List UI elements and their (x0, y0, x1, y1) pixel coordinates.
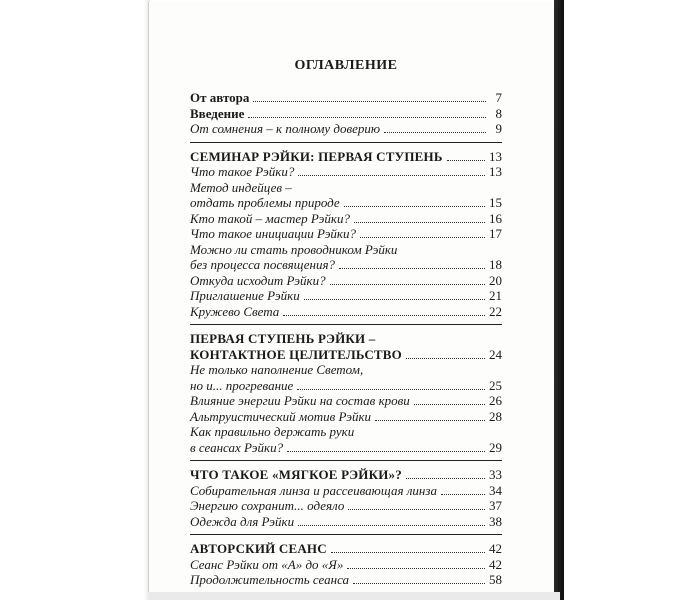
toc-entry-title: Кто такой – мастер Рэйки? (190, 210, 350, 226)
toc-page-number: 33 (489, 467, 502, 482)
toc-page-number: 16 (489, 210, 502, 226)
toc-entry-title: Одежда для Рэйки (190, 513, 295, 529)
dot-leader (354, 222, 485, 223)
section-divider (190, 460, 502, 461)
toc-entry-title: в сеансах Рэйки? (190, 439, 284, 455)
toc-entry-title: Сеанс Рэйки от «А» до «Я» (190, 556, 344, 572)
dot-leader (447, 160, 485, 161)
toc-entry (190, 514, 502, 530)
toc-entry-title: Продолжительность сеанса (190, 572, 350, 587)
toc-entry (190, 362, 502, 378)
book-spine-edge (554, 0, 564, 600)
dot-leader (248, 117, 486, 118)
toc-entry (190, 211, 502, 227)
dot-leader (344, 206, 485, 207)
dot-leader (287, 451, 485, 452)
toc-entry-title: Энергию сохранит... одеяло (190, 498, 345, 513)
toc-page-number: 58 (489, 572, 502, 587)
dot-leader (441, 494, 485, 495)
toc-entry-title: Метод индейцев – (190, 179, 292, 195)
dot-leader (406, 358, 485, 359)
toc-page-number: 26 (489, 393, 502, 408)
toc-entry (190, 347, 502, 363)
toc-entry (190, 164, 502, 180)
toc-entry (190, 180, 502, 196)
toc-section (190, 90, 502, 137)
dot-leader (253, 101, 486, 102)
dot-leader (347, 568, 485, 569)
toc-page-number: 34 (489, 482, 502, 498)
toc-entry-title: От автора (190, 90, 250, 105)
toc-entry-title: Что такое инициации Рэйки? (190, 226, 357, 241)
toc-section (190, 331, 502, 455)
toc-entry-title: Как правильно держать руки (190, 424, 355, 439)
toc-entry-title: Собирательная линза и рассеивающая линза (190, 482, 437, 498)
toc-entry-title: но и... прогревание (190, 377, 294, 393)
table-of-contents (190, 58, 502, 588)
toc-entry-title: Откуда исходит Рэйки? (190, 272, 326, 288)
dot-leader (414, 404, 485, 405)
page-bottom-edge (150, 592, 560, 600)
toc-entry-title: СЕМИНАР РЭЙКИ: ПЕРВАЯ СТУПЕНЬ (190, 148, 443, 164)
toc-entry-title: Кружево Света (190, 303, 280, 319)
toc-page-number: 20 (489, 272, 502, 288)
toc-entry (190, 149, 502, 165)
toc-entry-title: ПЕРВАЯ СТУПЕНЬ РЭЙКИ – (190, 331, 376, 346)
toc-page-number: 29 (489, 439, 502, 455)
toc-entry-title: Не только наполнение Светом, (190, 362, 364, 377)
toc-entry (190, 557, 502, 573)
toc-entry (190, 331, 502, 347)
toc-entry (190, 90, 502, 106)
toc-entry (190, 483, 502, 499)
toc-entry-title: Альтруистический мотив Рэйки (190, 408, 372, 424)
toc-page-number: 18 (489, 257, 502, 272)
dot-leader (348, 509, 485, 510)
section-divider (190, 534, 502, 535)
dot-leader (360, 237, 485, 238)
toc-page-number: 22 (489, 303, 502, 319)
toc-page-number: 28 (489, 408, 502, 424)
toc-entry (190, 541, 502, 557)
dot-leader (304, 299, 485, 300)
toc-entry-title: ЧТО ТАКОЕ «МЯГКОЕ РЭЙКИ»? (190, 467, 402, 482)
dot-leader (330, 284, 485, 285)
toc-section (190, 467, 502, 529)
toc-entry-title: Приглашение Рэйки (190, 288, 300, 303)
dot-leader (384, 132, 486, 133)
toc-page-number: 8 (495, 105, 502, 121)
toc-entry (190, 273, 502, 289)
toc-entry (190, 288, 502, 304)
toc-entry-title: От сомнения – к полному доверию (190, 121, 381, 136)
toc-entry (190, 424, 502, 440)
toc-page-number: 37 (489, 498, 502, 513)
toc-page-number: 24 (489, 346, 502, 362)
toc-entry-title: Введение (190, 105, 245, 121)
toc-page-number: 38 (489, 513, 502, 529)
toc-page-number: 13 (489, 148, 502, 164)
toc-entry (190, 242, 502, 258)
toc-entry (190, 226, 502, 242)
toc-entry-title: Можно ли стать проводником Рэйки (190, 241, 398, 257)
dot-leader (353, 583, 485, 584)
toc-page-number: 9 (495, 121, 502, 136)
toc-entry-title: Влияние энергии Рэйки на состав крови (190, 393, 410, 408)
toc-section (190, 149, 502, 320)
dot-leader (298, 175, 485, 176)
toc-entry (190, 393, 502, 409)
toc-section (190, 541, 502, 588)
toc-page-number: 42 (489, 556, 502, 572)
toc-entry (190, 572, 502, 588)
toc-entry (190, 440, 502, 456)
toc-page-number: 17 (489, 226, 502, 241)
toc-entry (190, 106, 502, 122)
toc-entry (190, 195, 502, 211)
toc-page-number: 13 (489, 164, 502, 179)
toc-entry-title: без процесса посвящения? (190, 257, 336, 272)
toc-entry-title: КОНТАКТНОЕ ЦЕЛИТЕЛЬСТВО (190, 346, 402, 362)
dot-leader (406, 478, 485, 479)
dot-leader (339, 268, 485, 269)
toc-page-number: 42 (489, 541, 502, 556)
toc-entry (190, 121, 502, 137)
dot-leader (297, 389, 485, 390)
section-divider (190, 324, 502, 325)
toc-entry-title: отдать проблемы природе (190, 195, 340, 210)
toc-entry-title: Что такое Рэйки? (190, 164, 295, 179)
toc-body (190, 90, 502, 588)
toc-page-number: 25 (489, 377, 502, 393)
toc-page-number: 7 (495, 90, 502, 105)
toc-page-number: 21 (489, 288, 502, 303)
toc-entry (190, 378, 502, 394)
toc-entry (190, 257, 502, 273)
dot-leader (283, 315, 485, 316)
dot-leader (331, 552, 485, 553)
dot-leader (375, 420, 485, 421)
toc-entry (190, 498, 502, 514)
toc-title: ОГЛАВЛЕНИЕ (294, 58, 398, 73)
toc-entry (190, 467, 502, 483)
section-divider (190, 142, 502, 143)
toc-entry-title: АВТОРСКИЙ СЕАНС (190, 541, 327, 556)
toc-page-number: 15 (489, 195, 502, 210)
toc-entry (190, 304, 502, 320)
dot-leader (298, 525, 485, 526)
toc-entry (190, 409, 502, 425)
